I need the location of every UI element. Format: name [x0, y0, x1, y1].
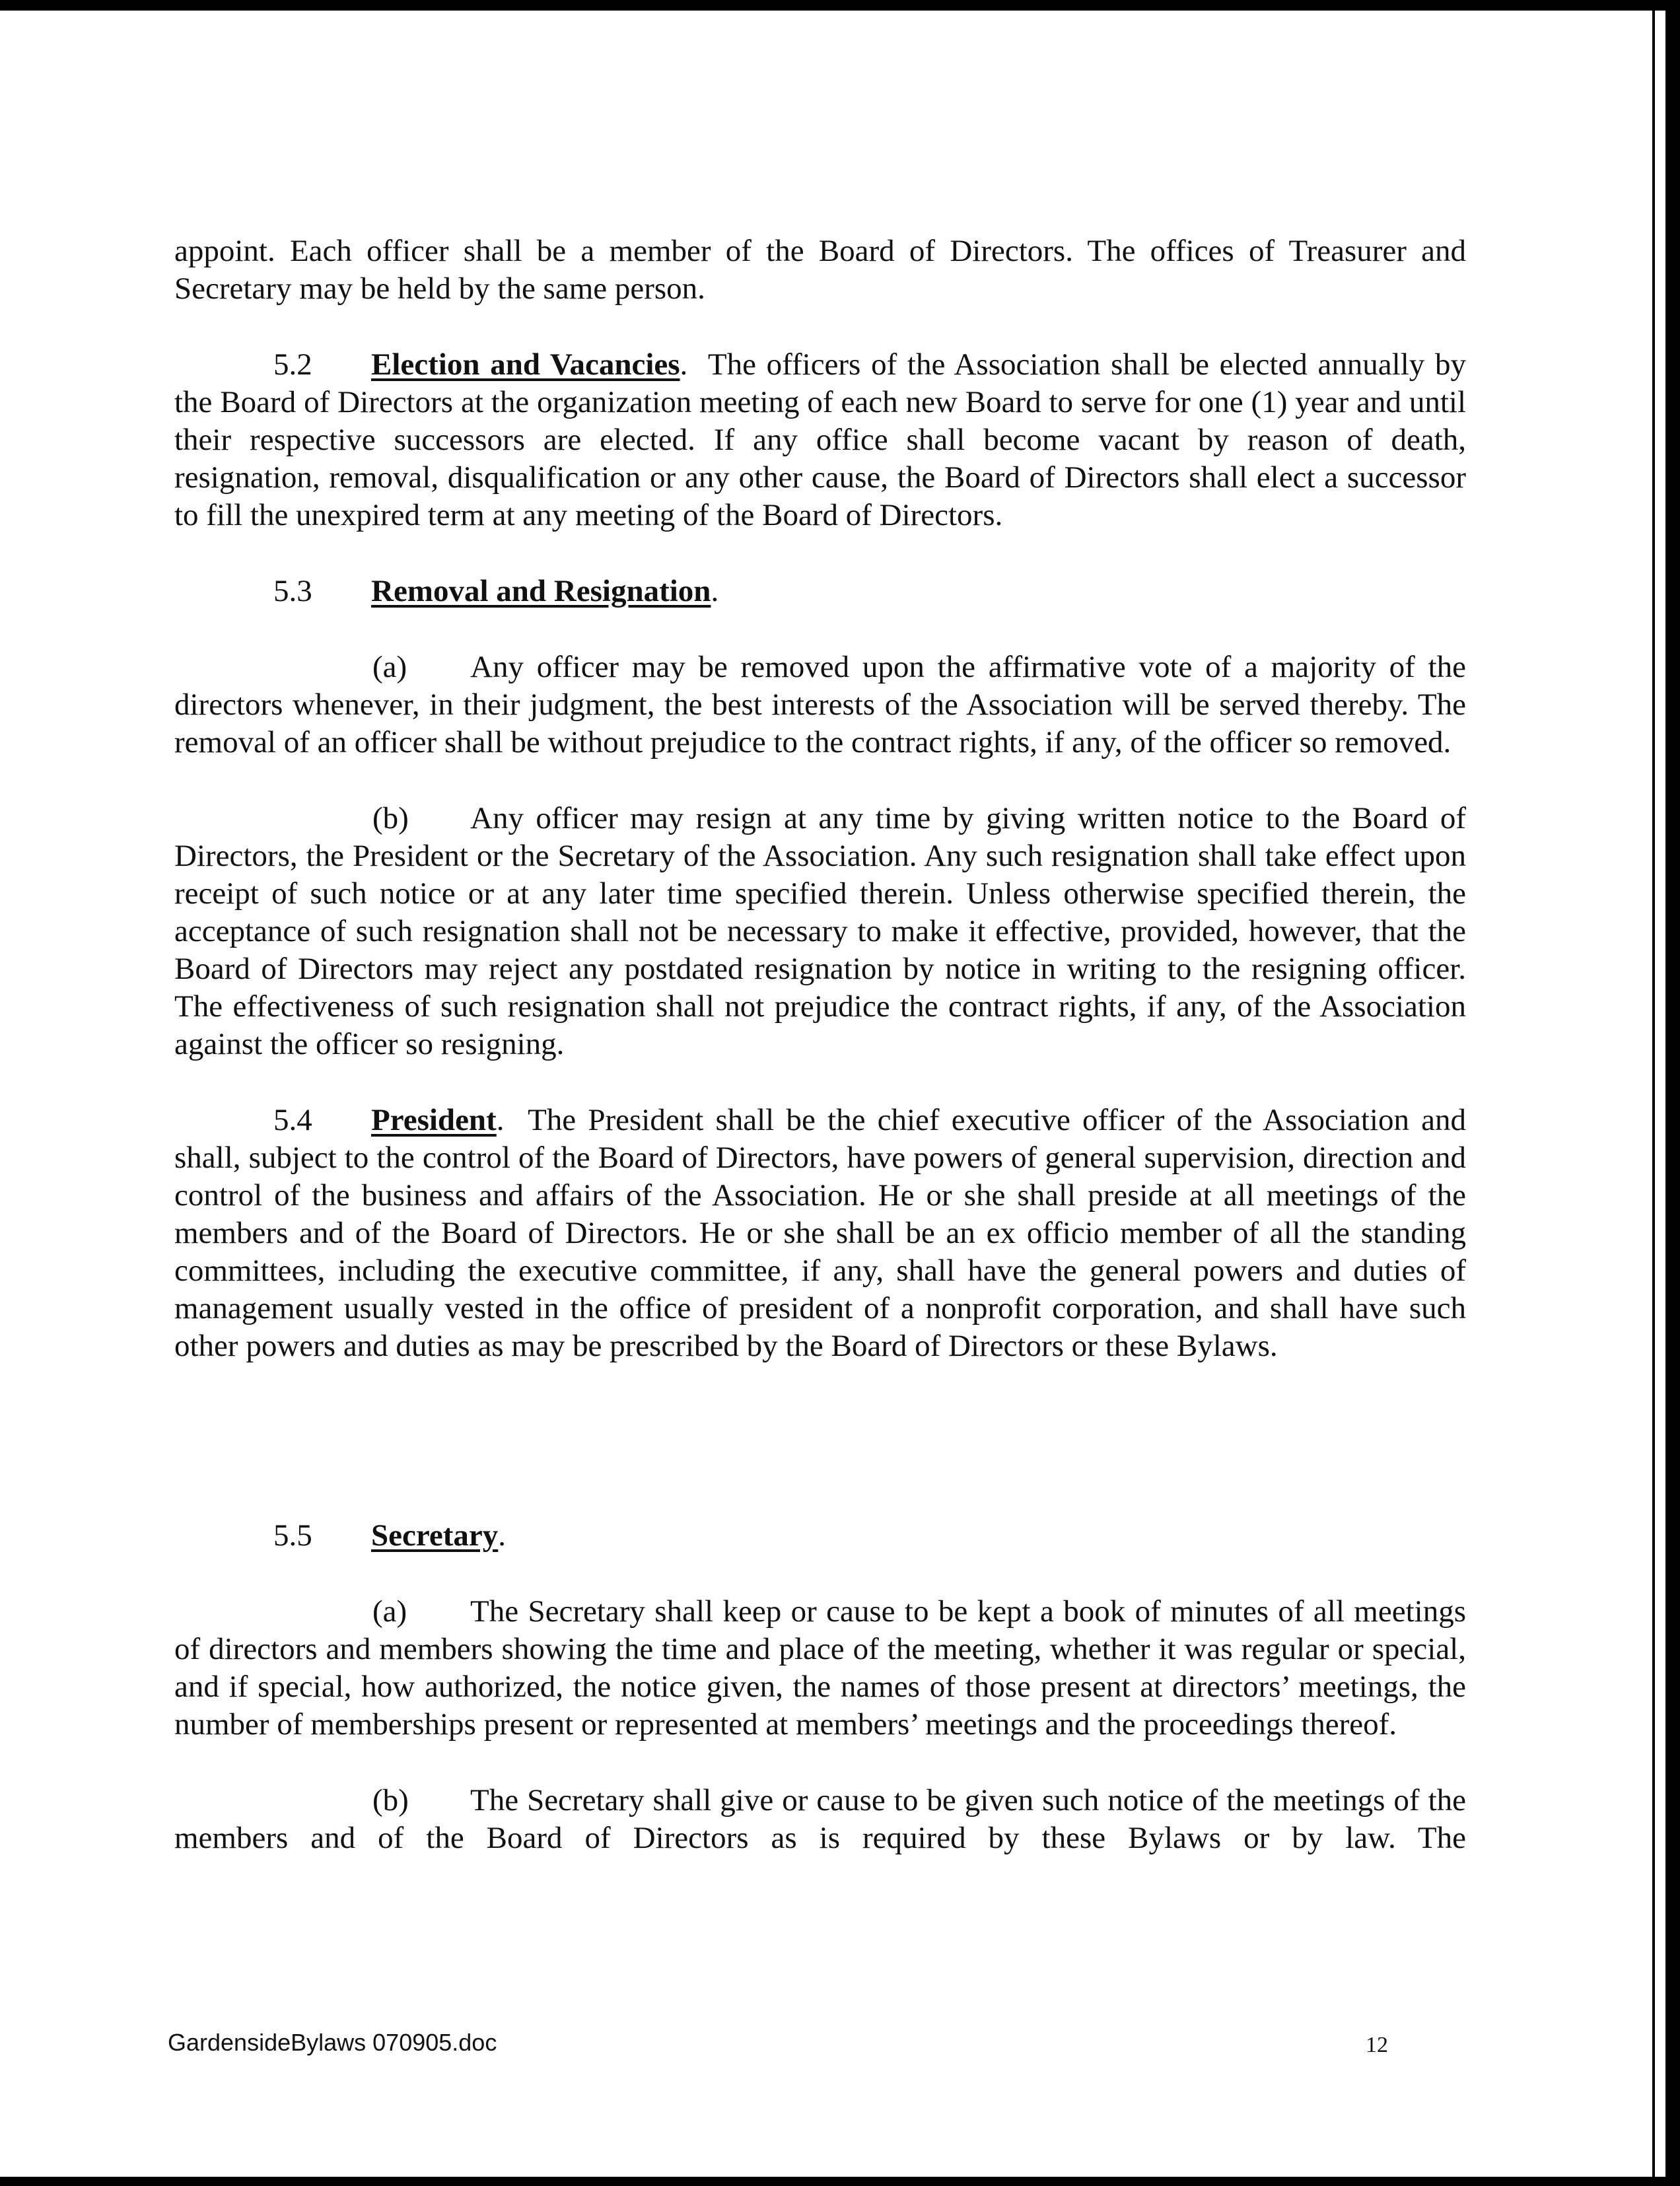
- scan-border-top: [0, 0, 1680, 11]
- section-body: The President shall be the chief executive officer of the Association and shall, subject to the control of the Board of Directors, have powers of general supervision, direction and control of the business and affairs of the Association. He or she shall preside at all meetings of the members and of the Board of Directors. He or she shall be an ex officio member of all the standing committees, including the executive committee, if any, shall have the general powers and duties of management usually vested in the office of president of a nonprofit corporation, and shall have such other powers and duties as may be prescribed by the Board of Directors or these Bylaws.: [174, 1103, 1467, 1363]
- section-5-3-a: [174, 649, 1466, 761]
- section-5-3-b: [174, 800, 1466, 1063]
- section-number: 5.3: [273, 574, 312, 608]
- section-number: 5.4: [273, 1103, 312, 1137]
- section-5-5-b: [174, 1782, 1466, 1857]
- subsection-label: (a): [372, 650, 407, 684]
- section-heading: President: [371, 1103, 497, 1137]
- subsection-text: Any officer may be removed upon the affirmative vote of a majority of the directors whenever, in their judgment, the best interests of the Association will be served thereby. The removal of an officer shall be without prejudice to the contract rights, if any, of the officer so removed.: [174, 650, 1466, 759]
- section-heading: Election and Vacancies: [371, 347, 680, 382]
- opening-text: appoint. Each officer shall be a member of the Board of Directors. The offices of Treasurer and Secretary may be held by the same person.: [174, 234, 1466, 306]
- subsection-label: (a): [372, 1594, 407, 1629]
- section-5-2: 5.2 Election and Vacancies. The officers of the Association shall be elected annually by the Board of Directors at the organization meeting of each new Board to serve for one (1) year and until their respective successors are elected. If any office shall become vacant by reason of death, resignation, removal, disqualification or any other cause, the Board of Directors shall elect a successor to fill the unexpired term at any meeting of the Board of Directors.: [174, 347, 1467, 532]
- subsection-text: The Secretary shall give or cause to be given such notice of the meetings of the members and of the Board of Directors as is required by these Bylaws or by law. The: [174, 1783, 1466, 1855]
- scan-border-bottom: [0, 2177, 1680, 2186]
- section-5-5-a: [174, 1593, 1466, 1744]
- opening-paragraph: [174, 232, 1466, 308]
- section-body: The officers of the Association shall be elected annually by the Board of Directors at the organization meeting of each new Board to serve for one (1) year and until their respective successors are elected. If any office shall become vacant by reason of death, resignation, removal, disqualification or any other cause, the Board of Directors shall elect a successor to fill the unexpired term at any meeting of the Board of Directors.: [174, 347, 1467, 532]
- scan-border-right: [1665, 0, 1680, 2186]
- footer-page-number: 12: [1366, 2033, 1388, 2057]
- section-5-5-title: 5.5 Secretary.: [174, 1517, 1466, 1555]
- section-heading: Secretary: [371, 1518, 499, 1553]
- section-number: 5.5: [273, 1518, 312, 1553]
- section-number: 5.2: [273, 347, 312, 382]
- section-heading: Removal and Resignation: [371, 574, 711, 608]
- footer-filename: GardensideBylaws 070905.doc: [168, 2029, 497, 2056]
- section-5-4: 5.4 President. The President shall be the chief executive officer of the Association and shall, subject to the control of the Board of Directors, have powers of general supervision, direction and control of the business and affairs of the Association. He or she shall preside at all meetings of the members and of the Board of Directors. He or she shall be an ex officio member of all the standing committees, including the executive committee, if any, shall have the general powers and duties of management usually vested in the office of president of a nonprofit corporation, and shall have such other powers and duties as may be prescribed by the Board of Directors or these Bylaws.: [174, 1103, 1467, 1363]
- subsection-label: (b): [372, 801, 409, 835]
- subsection-text: The Secretary shall keep or cause to be kept a book of minutes of all meetings of directors and members showing the time and place of the meeting, whether it was regular or special, and if special, how authorized, the notice given, the names of those present at directors’ meetings, the number of memberships present or represented at members’ meetings and the proceedings thereof.: [174, 1594, 1466, 1742]
- subsection-text: Any officer may resign at any time by giving written notice to the Board of Directors, the President or the Secretary of the Association. Any such resignation shall take effect upon receipt of such notice or at any later time specified therein. Unless otherwise specified therein, the acceptance of such resignation shall not be necessary to make it effective, provided, however, that the Board of Directors may reject any postdated resignation by notice in writing to the resigning officer. The effectiveness of such resignation shall not prejudice the contract rights, if any, of the Association against the officer so resigning.: [174, 801, 1466, 1061]
- scan-inner-line: [1652, 11, 1655, 2177]
- section-5-3-title: 5.3 Removal and Resignation.: [174, 573, 1466, 610]
- document-page: [174, 232, 1466, 1857]
- subsection-label: (b): [372, 1783, 409, 1817]
